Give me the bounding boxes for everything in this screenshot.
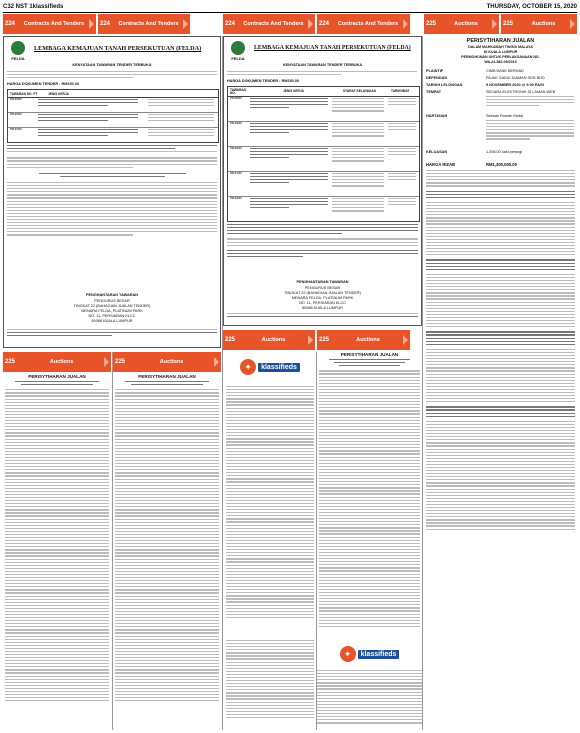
felda-tender-notice-1: FELDA LEMBAGA KEMAJUAN TANAH PERSEKUTUAN (FELDA) KENYATAAN TAWARAN TENDER TERBUKA HARGA DOKUMEN TENDER : RM150.00 TAWARAN NO. PT JENIS KERJA PR.26/20 PR.26/20 PR.27/20 PENGHANTARAN TAWARAN PENGURUS BESAR TINGKAT 22 (BAHAGIAN JUALAN TENDER) MENARA FELDA, PLATINUM PARK NO. 11, PERSIARAN KLCC 50088 KUALA LUMPUR [3,36,221,348]
table-row: PR.27/20 [8,127,218,142]
auction-text-lines-mid-bottom [226,640,314,730]
triangle-icon [570,19,575,29]
page-folio: C32 NST 1klassifieds [3,4,64,10]
triangle-icon [308,335,313,345]
table-row: PR.32/20 [228,196,419,221]
table-row: PR.26/20 [8,112,218,128]
tender-table: TAWARAN NO. PT JENIS KERJA PR.26/20 PR.26/20 PR.27/20 [7,89,219,143]
intro-text-lines [227,71,417,79]
felda-emblem-icon [11,41,25,55]
triangle-icon [308,19,313,29]
submission-heading: PENGHANTARAN TAWARAN [296,280,349,284]
table-row: PR.28/20 [228,96,419,122]
page-topbar [3,2,577,13]
triangle-icon [183,19,188,29]
klassifieds-logo: ✦ klassifieds [226,352,314,382]
auction-text-lines-right-bottom [317,670,422,730]
felda-logo: FELDA [228,41,248,63]
table-row: PR.26/20 [8,97,218,113]
auction-notice-bottom-1 [3,374,111,730]
triangle-icon [403,335,408,345]
notice-title: PERISYTIHARAN JUALAN [340,352,399,357]
auction-notice-mid [317,352,422,640]
document-price: HARGA DOKUMEN TENDER : RM250.00 [227,79,300,83]
body-text-lines [227,224,418,276]
section-header-contracts: 224 Contracts And Tenders [317,14,410,34]
section-header-contracts: 224 Contracts And Tenders [3,14,96,34]
notice-heading: KENYATAAN TAWARAN TENDER TERBUKA [72,63,152,67]
auction-column-right: PERISYTIHARAN JUALAN DALAM MAHKAMAH TINGGI MALAYA DI KUALA LUMPUR PERMOHONAN UNTUK PERLAKSANAAN NO. WA-24-582-09/2019 PLAINTIF CIMB BANK BERHAD DEFENDAN PAJAK GADAI DIAMAN SDN BHD TARIKH LELONGAN 9 NOVEMBER 2020 @ 9.00 PAGI TEMPAT SECARA ELEKTRONIK DI LAMAN WEB HARTANAH Sebuah Rumah Kedai KELUASAN 1,208.00 kaki persegi HARGA RIZAB RM1,300,000.00 [424,36,577,730]
section-header-auctions: 225 Auctions [113,352,221,372]
auction-text-lines-mid [226,386,314,636]
section-header-auctions: 225 Auctions [223,330,315,350]
notice-heading: KENYATAAN TAWARAN TENDER TERBUKA [282,63,363,67]
footer-text-lines [227,313,418,325]
klassifieds-logo-footer: ✦ klassifieds [317,640,422,668]
section-header-auctions: 225 Auctions [424,14,499,34]
handshake-icon: ✦ [340,646,356,662]
triangle-icon [214,357,219,367]
section-header-contracts: 224 Contracts And Tenders [223,14,315,34]
notice-title: PERISYTIHARAN JUALAN [28,374,86,379]
table-row: PR.29/20 [228,121,419,147]
section-header-contracts: 224 Contracts And Tenders [98,14,190,34]
triangle-icon [492,19,497,29]
section-header-auctions: 225 Auctions [501,14,577,34]
page-date: THURSDAY, OCTOBER 15, 2020 [486,4,577,10]
notice-title: PERISYTIHARAN JUALAN [138,374,196,379]
intro-text-lines [7,71,217,81]
felda-logo: FELDA [8,41,28,63]
tender-table: TAWARAN NO. JENIS KERJA SYARAT KELAYAKAN TARIKHMAT PR.28/20 PR.29/20 PR.30/20 PR.31/20 PR.32/20 [227,86,420,222]
notice-title: LEMBAGA KEMAJUAN TANAH PERSEKUTUAN (FELDA) [34,45,202,52]
auction-text-lines [426,170,575,726]
document-price: HARGA DOKUMEN TENDER : RM150.00 [7,82,80,86]
auction-notice-bottom-2 [113,374,221,730]
felda-emblem-icon [231,41,245,55]
triangle-icon [403,19,408,29]
felda-tender-notice-2: FELDA LEMBAGA KEMAJUAN TANAH PERSEKUTUAN (FELDA) KENYATAAN TAWARAN TENDER TERBUKA HARGA DOKUMEN TENDER : RM250.00 TAWARAN NO. JENIS KERJA SYARAT KELAYAKAN TARIKHMAT PR.28/20 PR.29/20 PR.30/20 PR.31/20 PR.32/20 PENGHANTARAN TAWARAN PENGURUS BESAR TINGKAT 22 (BAHAGIAN JUALAN TENDER) MENARA FELDA, PLATINUM PARK NO. 11, PERSIARAN KLCC 50088 KUALA LUMPUR [223,36,422,326]
section-header-auctions: 225 Auctions [317,330,410,350]
notice-title: PERISYTIHARAN JUALAN [466,38,535,44]
notice-title: LEMBAGA KEMAJUAN TANAH PERSEKUTUAN (FELDA) [254,45,411,51]
section-header-auctions: 225 Auctions [3,352,111,372]
table-row: PR.31/20 [228,171,419,197]
submission-heading: PENGHANTARAN TAWARAN [86,293,138,297]
body-text-lines [7,145,217,285]
triangle-icon [104,357,109,367]
table-row: PR.30/20 [228,146,419,172]
footer-text-lines [7,329,217,343]
handshake-icon: ✦ [240,359,256,375]
triangle-icon [89,19,94,29]
